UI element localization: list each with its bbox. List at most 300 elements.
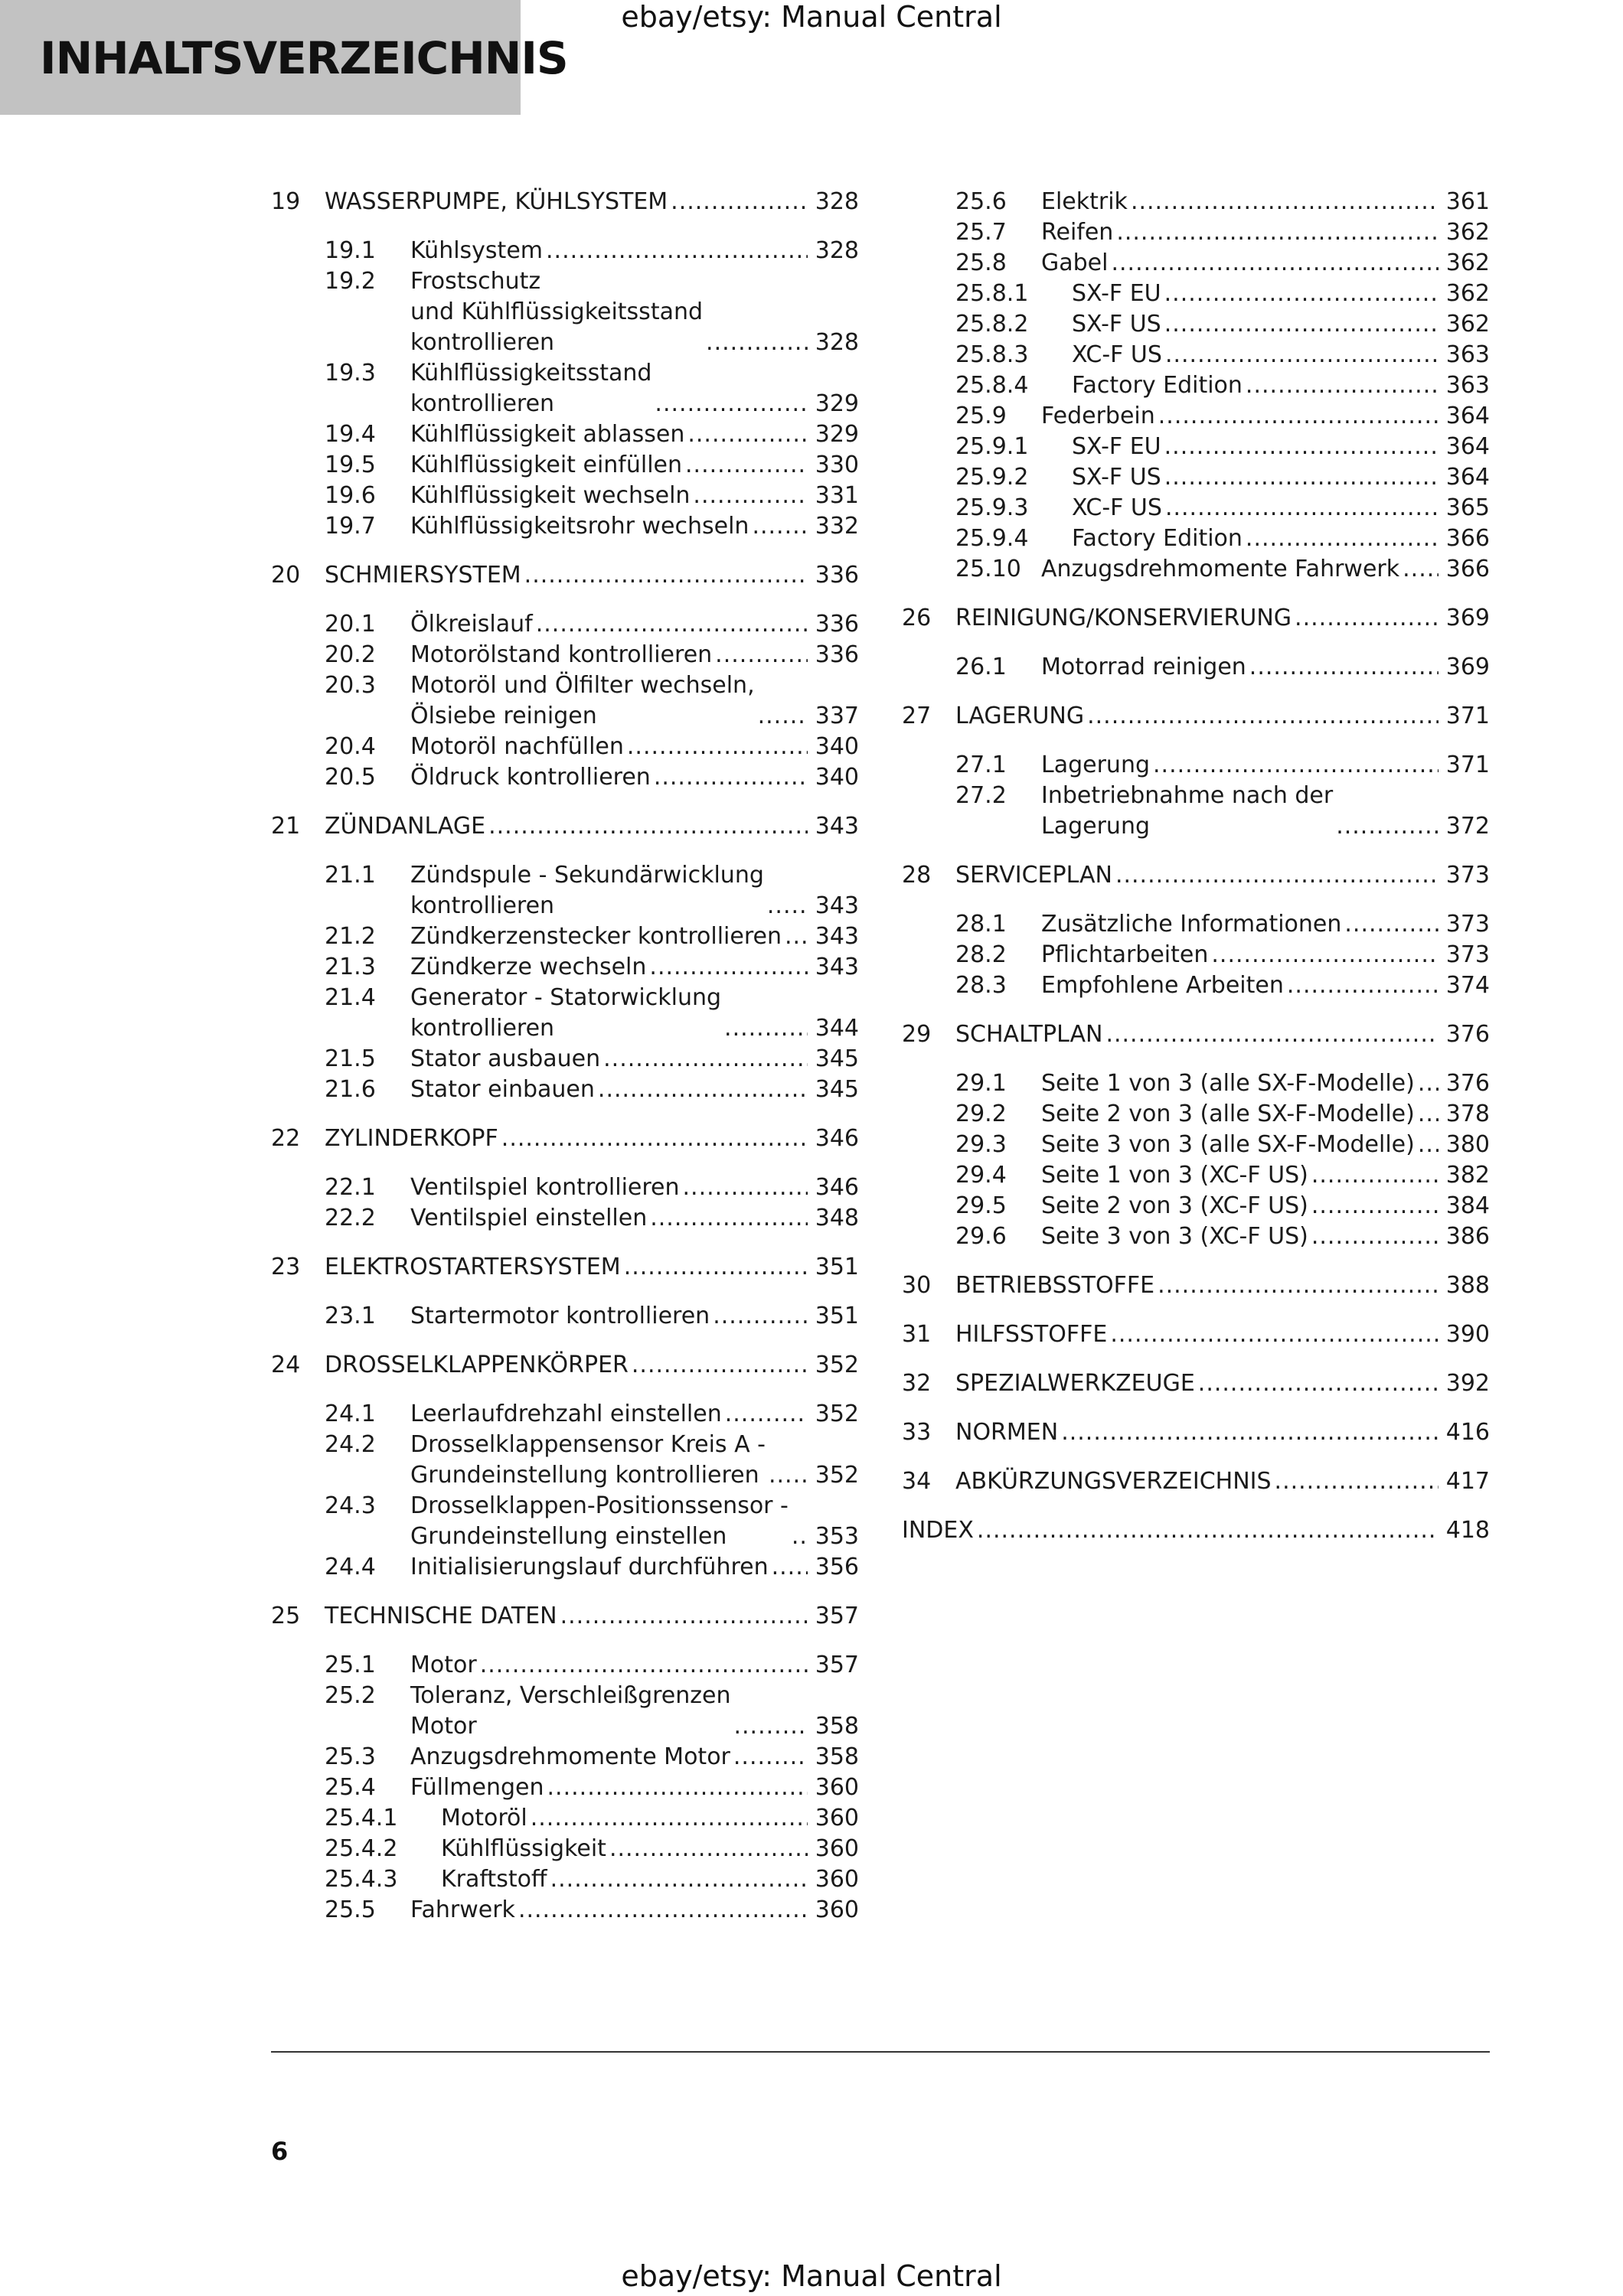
- toc-entry-title: Startermotor kontrollieren: [410, 1303, 710, 1329]
- toc-entry[interactable]: [902, 554, 1490, 585]
- toc-leader-dots: [671, 187, 808, 217]
- toc-entry-number: 22.1: [325, 1174, 376, 1201]
- toc-entry-title: SX-F US: [1072, 464, 1161, 491]
- toc-entry[interactable]: [902, 1191, 1490, 1221]
- toc-entry[interactable]: [271, 1203, 859, 1234]
- toc-entry[interactable]: [902, 1417, 1490, 1448]
- toc-entry-title: SERVICEPLAN: [955, 862, 1112, 889]
- toc-entry-number: 19: [271, 188, 301, 215]
- toc-entry[interactable]: [271, 1301, 859, 1332]
- toc-leader-dots: [524, 560, 808, 591]
- toc-entry[interactable]: [271, 266, 859, 358]
- toc-entry-page: 361: [1445, 188, 1490, 215]
- toc-entry-title: Füllmengen: [410, 1774, 544, 1801]
- toc-leader-dots: [1165, 340, 1438, 370]
- toc-entry-title: Ventilspiel kontrollieren: [410, 1174, 680, 1201]
- toc-entry[interactable]: [902, 340, 1490, 370]
- toc-entry-title: Pflichtarbeiten: [1041, 941, 1209, 968]
- toc-entry-title: Factory Edition: [1072, 372, 1243, 399]
- toc-entry-page: 336: [815, 611, 859, 638]
- toc-entry[interactable]: [902, 603, 1490, 634]
- toc-entry-number: 28.3: [955, 972, 1007, 999]
- toc-entry-title: Seite 3 von 3 (alle SX-F-Modelle): [1041, 1131, 1415, 1158]
- toc-entry[interactable]: [271, 1252, 859, 1283]
- toc-entry-number: 27.2: [955, 782, 1007, 809]
- toc-leader-dots: [792, 1521, 808, 1552]
- toc-entry-page: 362: [1445, 219, 1490, 246]
- toc-leader-dots: [546, 236, 808, 266]
- toc-entry[interactable]: [271, 1650, 859, 1681]
- toc-entry-page: 352: [815, 1401, 859, 1427]
- toc-entry[interactable]: [902, 1319, 1490, 1350]
- toc-entry-title: Kühlflüssigkeitsstand kontrollieren: [410, 360, 652, 417]
- toc-entry-page: 371: [1445, 703, 1490, 729]
- toc-entry[interactable]: [271, 1124, 859, 1154]
- toc-entry-page: 344: [815, 1015, 859, 1042]
- toc-entry-title: Factory Edition: [1072, 525, 1243, 552]
- toc-entry-number: 26: [902, 605, 932, 631]
- toc-entry[interactable]: [902, 432, 1490, 462]
- toc-entry[interactable]: [271, 450, 859, 481]
- toc-entry-number: 20: [271, 562, 301, 589]
- toc-leader-dots: [1418, 1130, 1438, 1160]
- toc-entry[interactable]: [902, 1160, 1490, 1191]
- toc-entry-page: 329: [815, 390, 859, 417]
- toc-entry[interactable]: [271, 1399, 859, 1430]
- toc-entry-title: Motor: [410, 1652, 477, 1678]
- toc-entry-number: 34: [902, 1468, 932, 1495]
- toc-entry-page: 336: [815, 562, 859, 589]
- toc-leader-dots: [1249, 652, 1438, 683]
- toc-entry-page: 336: [815, 641, 859, 668]
- toc-entry-title: WASSERPUMPE, KÜHLSYSTEM: [325, 188, 668, 215]
- toc-leader-dots: [1246, 370, 1438, 401]
- toc-entry-title: Zündspule - Sekundärwicklung kontrollieren: [410, 862, 764, 919]
- toc-entry-number: 19.7: [325, 513, 376, 540]
- toc-entry-number: 30: [902, 1272, 932, 1299]
- toc-column-right: [902, 187, 1490, 1546]
- toc-entry-number: 25.4.3: [325, 1866, 398, 1893]
- toc-entry-number: 25.2: [325, 1682, 376, 1709]
- toc-leader-dots: [598, 1075, 808, 1105]
- toc-entry[interactable]: [271, 560, 859, 591]
- toc-entry-number: 20.2: [325, 641, 376, 668]
- toc-entry-page: 357: [815, 1652, 859, 1678]
- toc-entry-title: Leerlaufdrehzahl einstellen: [410, 1401, 722, 1427]
- toc-entry[interactable]: [271, 187, 859, 217]
- toc-entry-page: 346: [815, 1125, 859, 1152]
- toc-leader-dots: [1061, 1417, 1438, 1448]
- toc-entry-number: 25.8.4: [955, 372, 1029, 399]
- toc-entry-title: Drosselklappen-Positionssensor - Grundeinstellung einstellen: [410, 1492, 789, 1550]
- toc-leader-dots: [685, 450, 808, 481]
- toc-entry[interactable]: [271, 511, 859, 542]
- toc-entry-number: 29: [902, 1021, 932, 1048]
- toc-entry-title: Toleranz, Verschleißgrenzen Motor: [410, 1682, 731, 1740]
- toc-leader-dots: [531, 1803, 808, 1834]
- toc-entry-page: 340: [815, 733, 859, 760]
- toc-entry-number: 25.4.1: [325, 1805, 398, 1831]
- toc-entry-title: Ventilspiel einstellen: [410, 1205, 648, 1231]
- toc-entry[interactable]: [902, 1130, 1490, 1160]
- toc-entry-number: 24.3: [325, 1492, 376, 1519]
- toc-entry-page: 328: [815, 329, 859, 356]
- toc-entry-title: Seite 2 von 3 (XC-F US): [1041, 1192, 1308, 1219]
- toc-leader-dots: [547, 1773, 808, 1803]
- toc-entry[interactable]: [271, 921, 859, 952]
- toc-entry-page: 376: [1445, 1021, 1490, 1048]
- toc-leader-dots: [767, 891, 808, 921]
- toc-entry[interactable]: [902, 1270, 1490, 1301]
- toc-entry[interactable]: [271, 1552, 859, 1583]
- toc-entry-page: 360: [815, 1896, 859, 1923]
- toc-entry-page: 417: [1445, 1468, 1490, 1495]
- toc-entry-page: 358: [815, 1713, 859, 1740]
- toc-entry-page: 357: [815, 1603, 859, 1629]
- toc-entry-number: 29.6: [955, 1223, 1007, 1250]
- toc-entry[interactable]: [902, 1466, 1490, 1497]
- toc-entry[interactable]: [902, 248, 1490, 279]
- toc-leader-dots: [1287, 970, 1438, 1001]
- toc-leader-dots: [706, 328, 808, 358]
- toc-leader-dots: [1158, 401, 1438, 432]
- toc-entry[interactable]: [271, 640, 859, 670]
- toc-entry[interactable]: [902, 309, 1490, 340]
- toc-entry-title: Seite 1 von 3 (XC-F US): [1041, 1162, 1308, 1189]
- toc-entry-page: 329: [815, 421, 859, 448]
- toc-entry[interactable]: [902, 217, 1490, 248]
- toc-entry-title: Kühlflüssigkeit wechseln: [410, 482, 691, 509]
- toc-entry-page: 384: [1445, 1192, 1490, 1219]
- toc-entry-number: 27.1: [955, 752, 1007, 778]
- toc-entry[interactable]: [271, 1834, 859, 1864]
- toc-entry-page: 373: [1445, 911, 1490, 938]
- toc-entry-number: 25.8.1: [955, 280, 1029, 307]
- toc-entry[interactable]: [271, 1350, 859, 1381]
- toc-entry-number: 26.1: [955, 654, 1007, 680]
- toc-entry-title: XC-F US: [1072, 341, 1162, 368]
- toc-entry-number: 29.4: [955, 1162, 1007, 1189]
- toc-entry[interactable]: [902, 1068, 1490, 1099]
- toc-entry[interactable]: [902, 1221, 1490, 1252]
- toc-entry[interactable]: [271, 983, 859, 1044]
- toc-entry[interactable]: [271, 732, 859, 762]
- toc-entry-title: Motorölstand kontrollieren: [410, 641, 713, 668]
- toc-entry-number: 31: [902, 1321, 932, 1348]
- toc-entry[interactable]: [271, 358, 859, 419]
- toc-entry-page: 366: [1445, 556, 1490, 582]
- toc-entry-title: Gabel: [1041, 249, 1109, 276]
- toc-entry-number: 29.5: [955, 1192, 1007, 1219]
- toc-entry[interactable]: [271, 1895, 859, 1926]
- toc-entry-page: 328: [815, 188, 859, 215]
- toc-entry-title: SX-F US: [1072, 311, 1161, 338]
- toc-entry-title: Seite 3 von 3 (XC-F US): [1041, 1223, 1308, 1250]
- toc-entry[interactable]: [271, 670, 859, 732]
- toc-entry-page: 343: [815, 954, 859, 980]
- toc-entry-number: 25.8.3: [955, 341, 1029, 368]
- toc-entry[interactable]: [271, 952, 859, 983]
- toc-entry[interactable]: [902, 523, 1490, 554]
- toc-entry-page: 362: [1445, 311, 1490, 338]
- toc-entry-number: 28.1: [955, 911, 1007, 938]
- toc-entry[interactable]: [271, 1075, 859, 1105]
- toc-entry[interactable]: [271, 762, 859, 793]
- toc-leader-dots: [785, 921, 808, 952]
- toc-entry-title: Inbetriebnahme nach der Lagerung: [1041, 782, 1334, 840]
- toc-entry-title: Lagerung: [1041, 752, 1151, 778]
- toc-leader-dots: [624, 1252, 808, 1283]
- toc-entry-title: DROSSELKLAPPENKÖRPER: [325, 1352, 629, 1378]
- toc-entry-number: 29.2: [955, 1101, 1007, 1127]
- toc-entry-title: Initialisierungslauf durchführen: [410, 1554, 769, 1580]
- toc-entry-title: Zündkerze wechseln: [410, 954, 647, 980]
- toc-entry-title: Elektrik: [1041, 188, 1128, 215]
- toc-entry-page: 369: [1445, 605, 1490, 631]
- toc-entry[interactable]: [902, 462, 1490, 493]
- toc-entry-title: BETRIEBSSTOFFE: [955, 1272, 1155, 1299]
- toc-entry-number: 19.4: [325, 421, 376, 448]
- toc-entry[interactable]: [902, 970, 1490, 1001]
- toc-column-left: [271, 187, 859, 1926]
- toc-entry-page: 372: [1445, 813, 1490, 840]
- toc-entry-title: Zusätzliche Informationen: [1041, 911, 1342, 938]
- toc-entry-number: 25.7: [955, 219, 1007, 246]
- toc-entry[interactable]: [902, 701, 1490, 732]
- toc-entry[interactable]: [902, 860, 1490, 891]
- toc-entry[interactable]: [902, 370, 1490, 401]
- toc-leader-dots: [480, 1650, 808, 1681]
- toc-entry-number: 24.2: [325, 1431, 376, 1458]
- toc-leader-dots: [1295, 603, 1438, 634]
- toc-entry-title: Anzugsdrehmomente Motor: [410, 1743, 730, 1770]
- toc-entry[interactable]: [271, 1742, 859, 1773]
- toc-entry-title: Motorrad reinigen: [1041, 654, 1246, 680]
- toc-entry-title: ZÜNDANLAGE: [325, 813, 486, 840]
- toc-entry-number: 19.2: [325, 268, 376, 295]
- toc-entry-page: 364: [1445, 403, 1490, 429]
- toc-entry-page: 331: [815, 482, 859, 509]
- toc-entry-title: Drosselklappensensor Kreis A - Grundeinstellung kontrollieren: [410, 1431, 766, 1489]
- toc-entry-number: 21.3: [325, 954, 376, 980]
- toc-leader-dots: [1418, 1068, 1438, 1099]
- toc-leader-dots: [632, 1350, 808, 1381]
- toc-entry-page: 364: [1445, 464, 1490, 491]
- toc-entry-page: 352: [815, 1352, 859, 1378]
- toc-entry[interactable]: [271, 1803, 859, 1834]
- toc-leader-dots: [550, 1864, 808, 1895]
- toc-entry-page: 345: [815, 1076, 859, 1103]
- toc-entry-page: 364: [1445, 433, 1490, 460]
- toc-entry-page: 330: [815, 452, 859, 478]
- toc-entry[interactable]: [271, 1430, 859, 1491]
- toc-entry[interactable]: [902, 750, 1490, 781]
- toc-entry-page: 343: [815, 892, 859, 919]
- toc-entry-page: 360: [815, 1805, 859, 1831]
- toc-leader-dots: [758, 701, 808, 732]
- toc-leader-dots: [977, 1515, 1438, 1546]
- page-number: 6: [271, 2137, 289, 2166]
- toc-leader-dots: [1164, 309, 1438, 340]
- toc-leader-dots: [609, 1834, 808, 1864]
- toc-leader-dots: [1198, 1368, 1438, 1399]
- toc-entry[interactable]: [271, 860, 859, 921]
- toc-entry-title: Motoröl: [441, 1805, 527, 1831]
- toc-entry-page: 416: [1445, 1419, 1490, 1446]
- toc-entry-number: 25.4.2: [325, 1835, 398, 1862]
- watermark-top: ebay/etsy: Manual Central: [621, 0, 1002, 34]
- toc-leader-dots: [715, 640, 808, 670]
- toc-entry[interactable]: [271, 811, 859, 842]
- toc-entry-number: 25.8: [955, 249, 1007, 276]
- toc-entry-number: 21.2: [325, 923, 376, 950]
- toc-entry[interactable]: [271, 419, 859, 450]
- toc-entry-page: 362: [1445, 280, 1490, 307]
- toc-entry-number: 19.3: [325, 360, 376, 386]
- toc-entry-page: 366: [1445, 525, 1490, 552]
- toc-entry[interactable]: [271, 1172, 859, 1203]
- toc-entry-page: 388: [1445, 1272, 1490, 1299]
- toc-leader-dots: [627, 732, 808, 762]
- toc-entry-number: 20.4: [325, 733, 376, 760]
- toc-entry[interactable]: [902, 1099, 1490, 1130]
- toc-entry[interactable]: [902, 493, 1490, 523]
- toc-entry[interactable]: [902, 1515, 1490, 1546]
- toc-entry[interactable]: [902, 1019, 1490, 1050]
- toc-leader-dots: [1087, 701, 1438, 732]
- toc-entry-number: 25.4: [325, 1774, 376, 1801]
- toc-entry-title: Reifen: [1041, 219, 1114, 246]
- toc-entry[interactable]: [902, 187, 1490, 217]
- toc-entry[interactable]: [271, 1864, 859, 1895]
- toc-entry-page: 337: [815, 703, 859, 729]
- toc-entry-number: 25.9: [955, 403, 1007, 429]
- toc-leader-dots: [693, 481, 807, 511]
- toc-entry-page: 363: [1445, 372, 1490, 399]
- toc-entry-title: SX-F EU: [1072, 280, 1161, 307]
- toc-leader-dots: [1164, 432, 1438, 462]
- toc-entry-number: 29.3: [955, 1131, 1007, 1158]
- toc-entry-title: Frostschutz und Kühlflüssigkeitsstand kontrollieren: [410, 268, 704, 356]
- toc-entry[interactable]: [271, 236, 859, 266]
- toc-entry[interactable]: [271, 609, 859, 640]
- toc-entry-number: 28.2: [955, 941, 1007, 968]
- toc-entry[interactable]: [271, 1773, 859, 1803]
- toc-entry-page: 380: [1445, 1131, 1490, 1158]
- toc-entry-page: 353: [815, 1523, 859, 1550]
- toc-entry[interactable]: [902, 781, 1490, 842]
- toc-leader-dots: [1275, 1466, 1438, 1497]
- toc-entry-number: 25.1: [325, 1652, 376, 1678]
- toc-entry-page: 386: [1445, 1223, 1490, 1250]
- toc-entry-page: 390: [1445, 1321, 1490, 1348]
- page-title: INHALTSVERZEICHNIS: [40, 32, 568, 84]
- toc-entry[interactable]: [902, 279, 1490, 309]
- toc-entry[interactable]: [271, 1044, 859, 1075]
- toc-entry-number: 21.5: [325, 1045, 376, 1072]
- toc-leader-dots: [654, 762, 808, 793]
- toc-entry-title: Kühlsystem: [410, 237, 543, 264]
- toc-entry-page: 369: [1445, 654, 1490, 680]
- toc-entry-title: Öldruck kontrollieren: [410, 764, 651, 791]
- toc-leader-dots: [501, 1124, 808, 1154]
- toc-entry-number: 19.5: [325, 452, 376, 478]
- toc-entry-page: 371: [1445, 752, 1490, 778]
- toc-entry-page: 328: [815, 237, 859, 264]
- toc-entry[interactable]: [902, 909, 1490, 940]
- toc-leader-dots: [1403, 554, 1438, 585]
- toc-entry-page: 351: [815, 1303, 859, 1329]
- toc-entry[interactable]: [271, 481, 859, 511]
- toc-leader-dots: [683, 1172, 808, 1203]
- toc-entry[interactable]: [271, 1681, 859, 1742]
- toc-entry-title: NORMEN: [955, 1419, 1059, 1446]
- toc-entry[interactable]: [902, 652, 1490, 683]
- toc-entry[interactable]: [271, 1491, 859, 1552]
- toc-leader-dots: [687, 419, 807, 450]
- toc-entry-title: TECHNISCHE DATEN: [325, 1603, 557, 1629]
- toc-entry-number: 21: [271, 813, 301, 840]
- toc-leader-dots: [488, 811, 808, 842]
- toc-entry[interactable]: [902, 1368, 1490, 1399]
- toc-leader-dots: [1311, 1221, 1438, 1252]
- toc-entry-number: 29.1: [955, 1070, 1007, 1097]
- toc-entry[interactable]: [271, 1601, 859, 1632]
- toc-entry-title: Kühlflüssigkeit: [441, 1835, 606, 1862]
- toc-entry-title: Fahrwerk: [410, 1896, 515, 1923]
- toc-entry-title: Empfohlene Arbeiten: [1041, 972, 1284, 999]
- toc-entry-number: 23.1: [325, 1303, 376, 1329]
- toc-entry-number: 20.3: [325, 672, 376, 699]
- toc-entry-page: 346: [815, 1174, 859, 1201]
- toc-leader-dots: [1418, 1099, 1438, 1130]
- toc-entry-title: Motoröl nachfüllen: [410, 733, 624, 760]
- toc-entry[interactable]: [902, 940, 1490, 970]
- toc-leader-dots: [724, 1013, 808, 1044]
- toc-leader-dots: [1116, 217, 1438, 248]
- toc-leader-dots: [733, 1711, 807, 1742]
- toc-entry-title: Stator einbauen: [410, 1076, 595, 1103]
- toc-entry-page: 343: [815, 923, 859, 950]
- toc-entry-title: SCHMIERSYSTEM: [325, 562, 521, 589]
- toc-entry-number: 25.9.3: [955, 494, 1029, 521]
- toc-entry-page: 351: [815, 1254, 859, 1280]
- toc-entry-title: ABKÜRZUNGSVERZEICHNIS: [955, 1468, 1272, 1495]
- toc-entry[interactable]: [902, 401, 1490, 432]
- toc-entry-number: 19.1: [325, 237, 376, 264]
- toc-entry-title: Kühlflüssigkeit ablassen: [410, 421, 685, 448]
- toc-leader-dots: [560, 1601, 808, 1632]
- toc-leader-dots: [1336, 811, 1438, 842]
- toc-entry-page: 360: [815, 1835, 859, 1862]
- toc-entry-title: Kühlflüssigkeitsrohr wechseln: [410, 513, 749, 540]
- toc-entry-title: Kühlflüssigkeit einfüllen: [410, 452, 683, 478]
- toc-entry-page: 343: [815, 813, 859, 840]
- toc-leader-dots: [536, 609, 808, 640]
- toc-entry-title: ZYLINDERKOPF: [325, 1125, 498, 1152]
- toc-entry-page: 362: [1445, 249, 1490, 276]
- toc-entry-title: INDEX: [902, 1517, 974, 1544]
- toc-leader-dots: [1165, 493, 1438, 523]
- toc-entry-page: 373: [1445, 941, 1490, 968]
- toc-entry-title: HILFSSTOFFE: [955, 1321, 1108, 1348]
- toc-entry-title: Anzugsdrehmomente Fahrwerk: [1041, 556, 1400, 582]
- toc-leader-dots: [769, 1460, 808, 1491]
- toc-entry-title: Seite 2 von 3 (alle SX-F-Modelle): [1041, 1101, 1415, 1127]
- toc-entry-number: 32: [902, 1370, 932, 1397]
- toc-entry-number: 25.10: [955, 556, 1021, 582]
- footer-divider: [271, 2051, 1490, 2053]
